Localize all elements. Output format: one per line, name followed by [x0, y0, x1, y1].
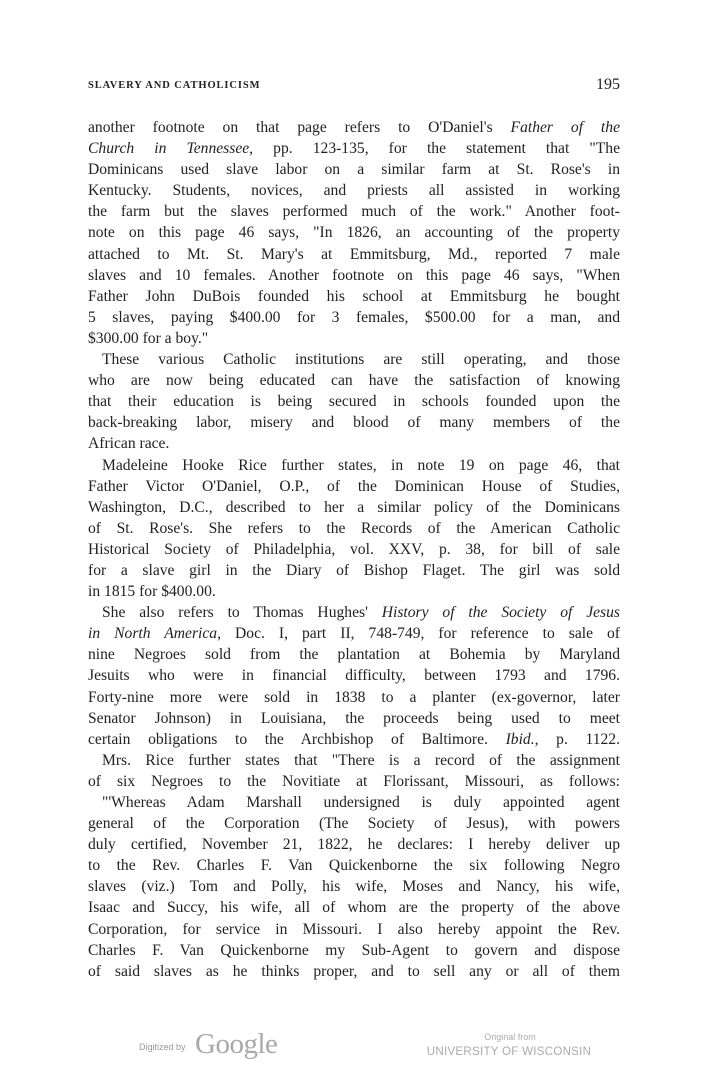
text-line: Washington, D.C., described to her a similar policy of the Dominicans [88, 498, 620, 516]
text-line: that their education is being secured in schools founded upon the [88, 393, 620, 411]
text-line: Mrs. Rice further states that "There is a record of the assignment [102, 751, 620, 769]
text-line: $300.00 for a boy." [88, 329, 209, 347]
text-line: Senator Johnson) in Louisiana, the proceeds being used to meet [88, 709, 620, 727]
running-title: SLAVERY AND CATHOLICISM [88, 80, 261, 91]
text-line: for a slave girl in the Diary of Bishop Flaget. The girl was sold [88, 561, 620, 579]
text-line: certain obligations to the Archbishop of Baltimore. Ibid., p. 1122. [88, 730, 620, 748]
text-line: These various Catholic institutions are still operating, and those [102, 351, 620, 369]
text-line: back-breaking labor, misery and blood of many members of the [88, 414, 620, 432]
google-logo: Google [195, 1028, 278, 1060]
text-line: Church in Tennessee, pp. 123-135, for the statement that "The [88, 140, 620, 158]
text-line: She also refers to Thomas Hughes' History of the Society of Jesus [102, 604, 620, 622]
text-line: Kentucky. Students, novices, and priests all assisted in working [88, 182, 620, 200]
page-header [88, 76, 620, 98]
text-line: of six Negroes to the Novitiate at Florissant, Missouri, as follows: [88, 772, 620, 790]
scan-footer [0, 1026, 711, 1066]
text-line: to the Rev. Charles F. Van Quickenborne the six following Negro [88, 857, 620, 875]
page-number: 195 [596, 76, 620, 93]
text-line: slaves (viz.) Tom and Polly, his wife, Moses and Nancy, his wife, [88, 878, 620, 896]
text-line: in North America, Doc. I, part II, 748-749, for reference to sale of [88, 625, 621, 643]
text-line: Dominicans used slave labor on a similar farm at St. Rose's in [88, 161, 620, 179]
text-line: African race. [88, 435, 170, 453]
text-line: duly certified, November 21, 1822, he declares: I hereby deliver up [88, 836, 620, 854]
text-line: Corporation, for service in Missouri. I also hereby appoint the Rev. [88, 920, 620, 938]
text-line: attached to Mt. St. Mary's at Emmitsburg, Md., reported 7 male [88, 245, 620, 263]
text-line: Father John DuBois founded his school at Emmitsburg he bought [88, 287, 620, 305]
body-text [88, 117, 620, 982]
text-line: Isaac and Succy, his wife, all of whom are the property of the above [88, 899, 620, 917]
text-line: Historical Society of Philadelphia, vol. XXV, p. 38, for bill of sale [88, 540, 620, 558]
text-line: 5 slaves, paying $400.00 for 3 females, $500.00 for a man, and [88, 308, 620, 326]
university-label: UNIVERSITY OF WISCONSIN [426, 1046, 592, 1058]
text-line: Charles F. Van Quickenborne my Sub-Agent to govern and dispose [88, 941, 620, 959]
text-line: Forty-nine more were sold in 1838 to a planter (ex-governor, later [88, 688, 620, 706]
text-line: general of the Corporation (The Society of Jesus), with powers [88, 815, 620, 833]
text-line: who are now being educated can have the satisfaction of knowing [88, 372, 620, 390]
text-line: note on this page 46 says, "In 1826, an accounting of the property [88, 224, 620, 242]
text-line: another footnote on that page refers to O'Daniel's Father of the [88, 119, 620, 136]
text-line: Jesuits who were in financial difficulty, between 1793 and 1796. [88, 667, 620, 685]
text-line: "'Whereas Adam Marshall undersigned is duly appointed agent [102, 794, 620, 811]
text-line: Father Victor O'Daniel, O.P., of the Dominican House of Studies, [88, 477, 620, 495]
text-line: nine Negroes sold from the plantation at Bohemia by Maryland [88, 646, 620, 664]
original-from-label: Original from [484, 1032, 536, 1042]
text-line: the farm but the slaves performed much of the work." Another foot- [88, 203, 620, 221]
text-line: in 1815 for $400.00. [88, 583, 216, 601]
digitized-by-label: Digitized by [139, 1042, 186, 1052]
text-line: slaves and 10 females. Another footnote on this page 46 says, "When [88, 266, 620, 284]
text-line: of St. Rose's. She refers to the Records of the American Catholic [88, 519, 620, 537]
text-line: of said slaves as he thinks proper, and to sell any or all of them [88, 962, 620, 980]
text-line: Madeleine Hooke Rice further states, in note 19 on page 46, that [102, 456, 620, 474]
